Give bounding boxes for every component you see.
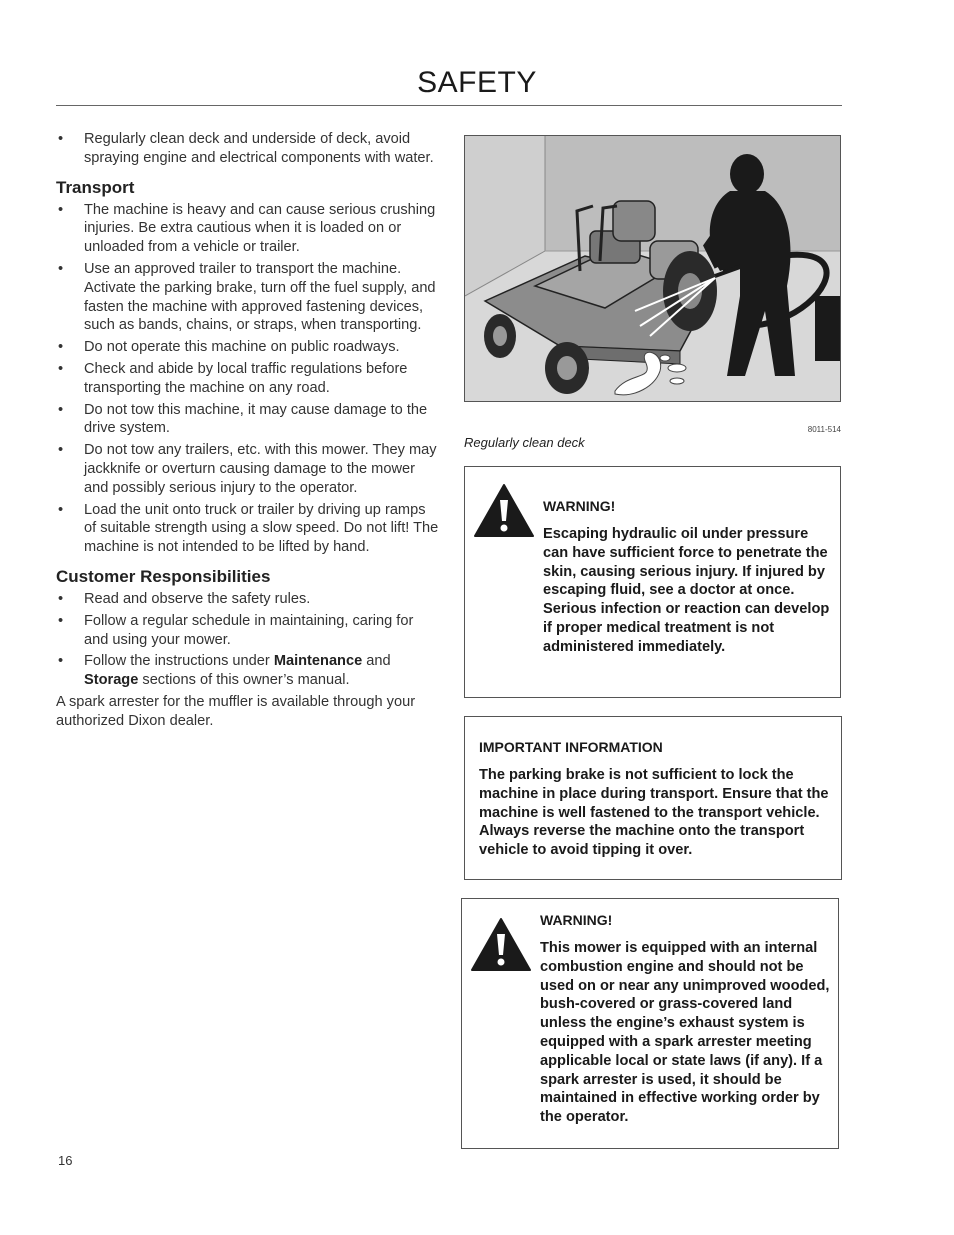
info-heading: IMPORTANT INFORMATION: [479, 739, 663, 755]
mower-washing-image: [465, 136, 840, 401]
warning-text: Escaping hydraulic oil under pressure can have sufficient force to penetrate the skin, causing serious injury. If injured by escaping fluid, see a doctor at once. Serious infection or reaction can develop if proper medical treatment is not administered immediately.: [543, 526, 830, 655]
customer-responsibilities-heading: Customer Responsibilities: [56, 566, 271, 586]
transport-list: [56, 201, 440, 557]
transport-heading: Transport: [56, 177, 135, 197]
warning-text: This mower is equipped with an internal combustion engine and should not be used on or near any unimproved wooded, bush-covered or grass-covered land unless the engine’s exhaust system is equipped with a spark arrester meeting applicable local or state laws (if any). If a spark arrester is used, it should be maintained in effective working order by the operator.: [540, 940, 830, 1126]
intro-list: [56, 130, 440, 168]
list-item: • Regularly clean deck and underside of deck, avoid spraying engine and electrical components with water.: [58, 131, 434, 166]
list-item: • Check and abide by local traffic regulations before transporting the machine on any road.: [58, 360, 408, 396]
list-item: • Follow a regular schedule in maintaining, caring for and using your mower.: [58, 612, 414, 648]
list-item: • The machine is heavy and can cause serious crushing injuries. Be extra cautious when it is loaded on or unloaded from a vehicle or trailer.: [58, 201, 436, 256]
customer-list: [56, 590, 440, 690]
storage-ref: Storage: [84, 672, 139, 689]
warning-heading: WARNING!: [540, 912, 613, 928]
left-column: [56, 130, 440, 731]
spark-arrester-warning: [461, 898, 839, 1149]
list-item: • Do not tow any trailers, etc. with this mower. They may jackknife or overturn causing damage to the mower and possibly serious injury to the operator.: [58, 442, 437, 496]
list-item: • Read and observe the safety rules.: [58, 590, 311, 607]
list-item: • Use an approved trailer to transport the machine. Activate the parking brake, turn off the fuel supply, and fasten the machine with approved fastening devices, such as bands, chains, or straps, when transporting.: [58, 260, 436, 334]
list-item: • Load the unit onto truck or trailer by driving up ramps of suitable strength using a slow speed. Do not lift! The machine is not intended to be lifted by hand.: [58, 501, 439, 556]
spark-arrester-note: A spark arrester for the muffler is available through your authorized Dixon dealer.: [56, 693, 416, 729]
warning-heading: WARNING!: [543, 498, 616, 514]
list-item: • Do not operate this machine on public roadways.: [58, 339, 400, 356]
list-item: • Do not tow this machine, it may cause damage to the drive system.: [58, 401, 428, 437]
list-item: • Follow the instructions under Maintenance and Storage sections of this owner’s manual.: [58, 653, 391, 689]
page-title: SAFETY: [417, 66, 537, 99]
page-number: 16: [58, 1153, 73, 1168]
maintenance-ref: Maintenance: [273, 653, 363, 670]
cleaning-illustration: [464, 135, 841, 402]
info-text: The parking brake is not sufficient to lock the machine in place during transport. Ensure that the machine is well fastened to the transport vehicle. Always reverse the machine onto the transport vehicle to avoid tipping it over.: [479, 767, 829, 859]
figure-caption: Regularly clean deck: [464, 435, 585, 450]
warning-triangle-icon: [473, 483, 535, 539]
title-divider: [56, 105, 842, 106]
important-information-box: [464, 716, 842, 880]
warning-triangle-icon: [470, 917, 532, 973]
figure-code: 8011-514: [807, 425, 841, 434]
hydraulic-oil-warning: [464, 466, 841, 698]
